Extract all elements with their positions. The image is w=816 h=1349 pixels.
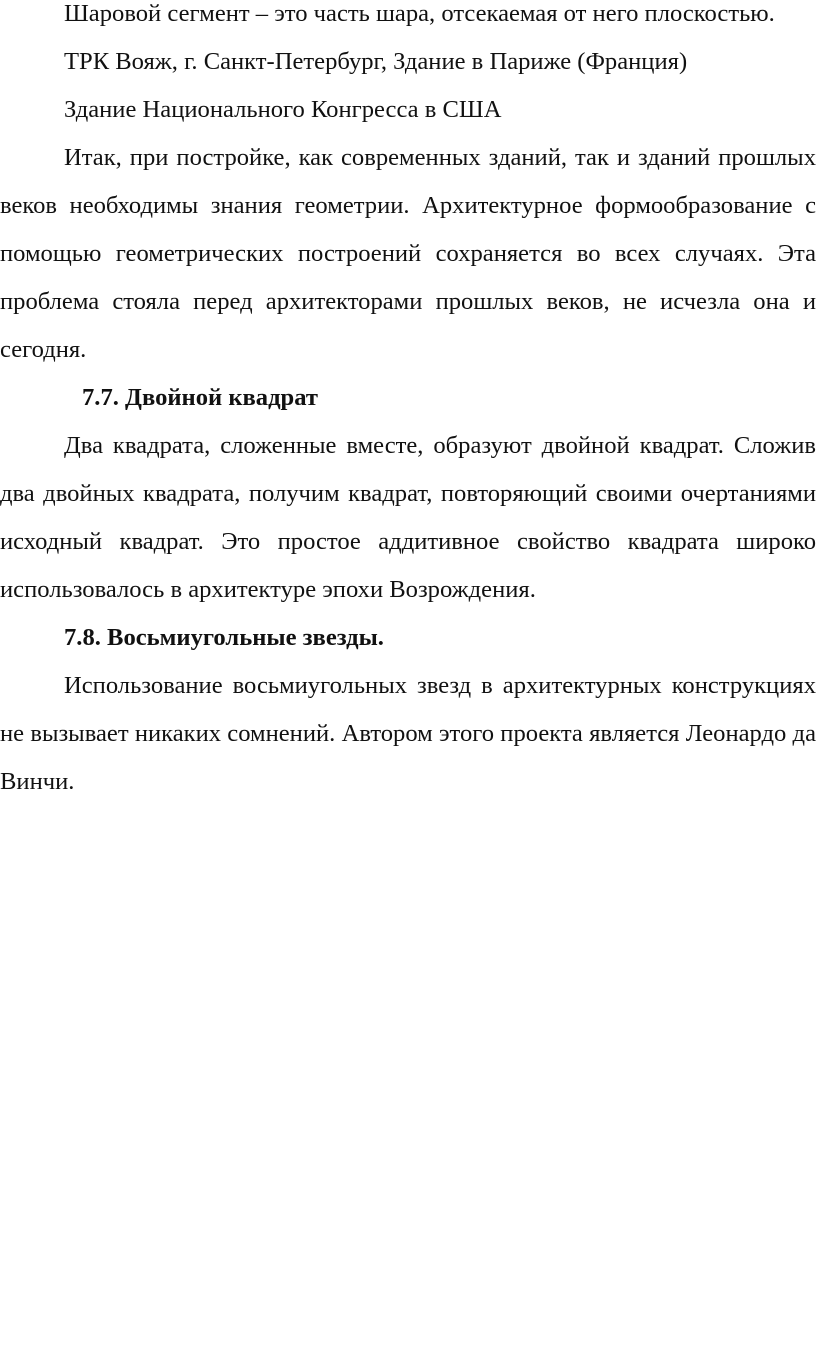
section-heading-octagonal-stars: 7.8. Восьмиугольные звезды. bbox=[64, 624, 384, 651]
paragraph-geometry-intro: Итак, при постройке, как современных зданий, так и зданий прошлых веков необходимы знания геометрии. Архитектурное формообразование с помощью геометрических построений сохраняется во всех случаях. Эта проблема стояла перед архитекторами прошлых веков, не исчезла она и сегодня. bbox=[0, 144, 816, 363]
text-line-spherical-segment: Шаровой сегмент – это часть шара, отсекаемая от него плоскостью. bbox=[64, 0, 775, 27]
text-line-trk-voyazh: ТРК Вояж, г. Санкт-Петербург, Здание в Париже (Франция) bbox=[64, 48, 688, 75]
paragraph-double-square: Два квадрата, сложенные вместе, образуют двойной квадрат. Сложив два двойных квадрата, получим квадрат, повторяющий своими очертаниями исходный квадрат. Это простое аддитивное свойство квадрата широко использовалось в архитектуре эпохи Возрождения. bbox=[0, 432, 816, 603]
text-line-national-congress: Здание Национального Конгресса в США bbox=[64, 96, 502, 123]
paragraph-octagonal-stars: Использование восьмиугольных звезд в архитектурных конструкциях не вызывает никаких сомнений. Автором этого проекта является Леонардо да Винчи. bbox=[0, 672, 816, 795]
section-heading-double-square: 7.7. Двойной квадрат bbox=[82, 384, 318, 411]
